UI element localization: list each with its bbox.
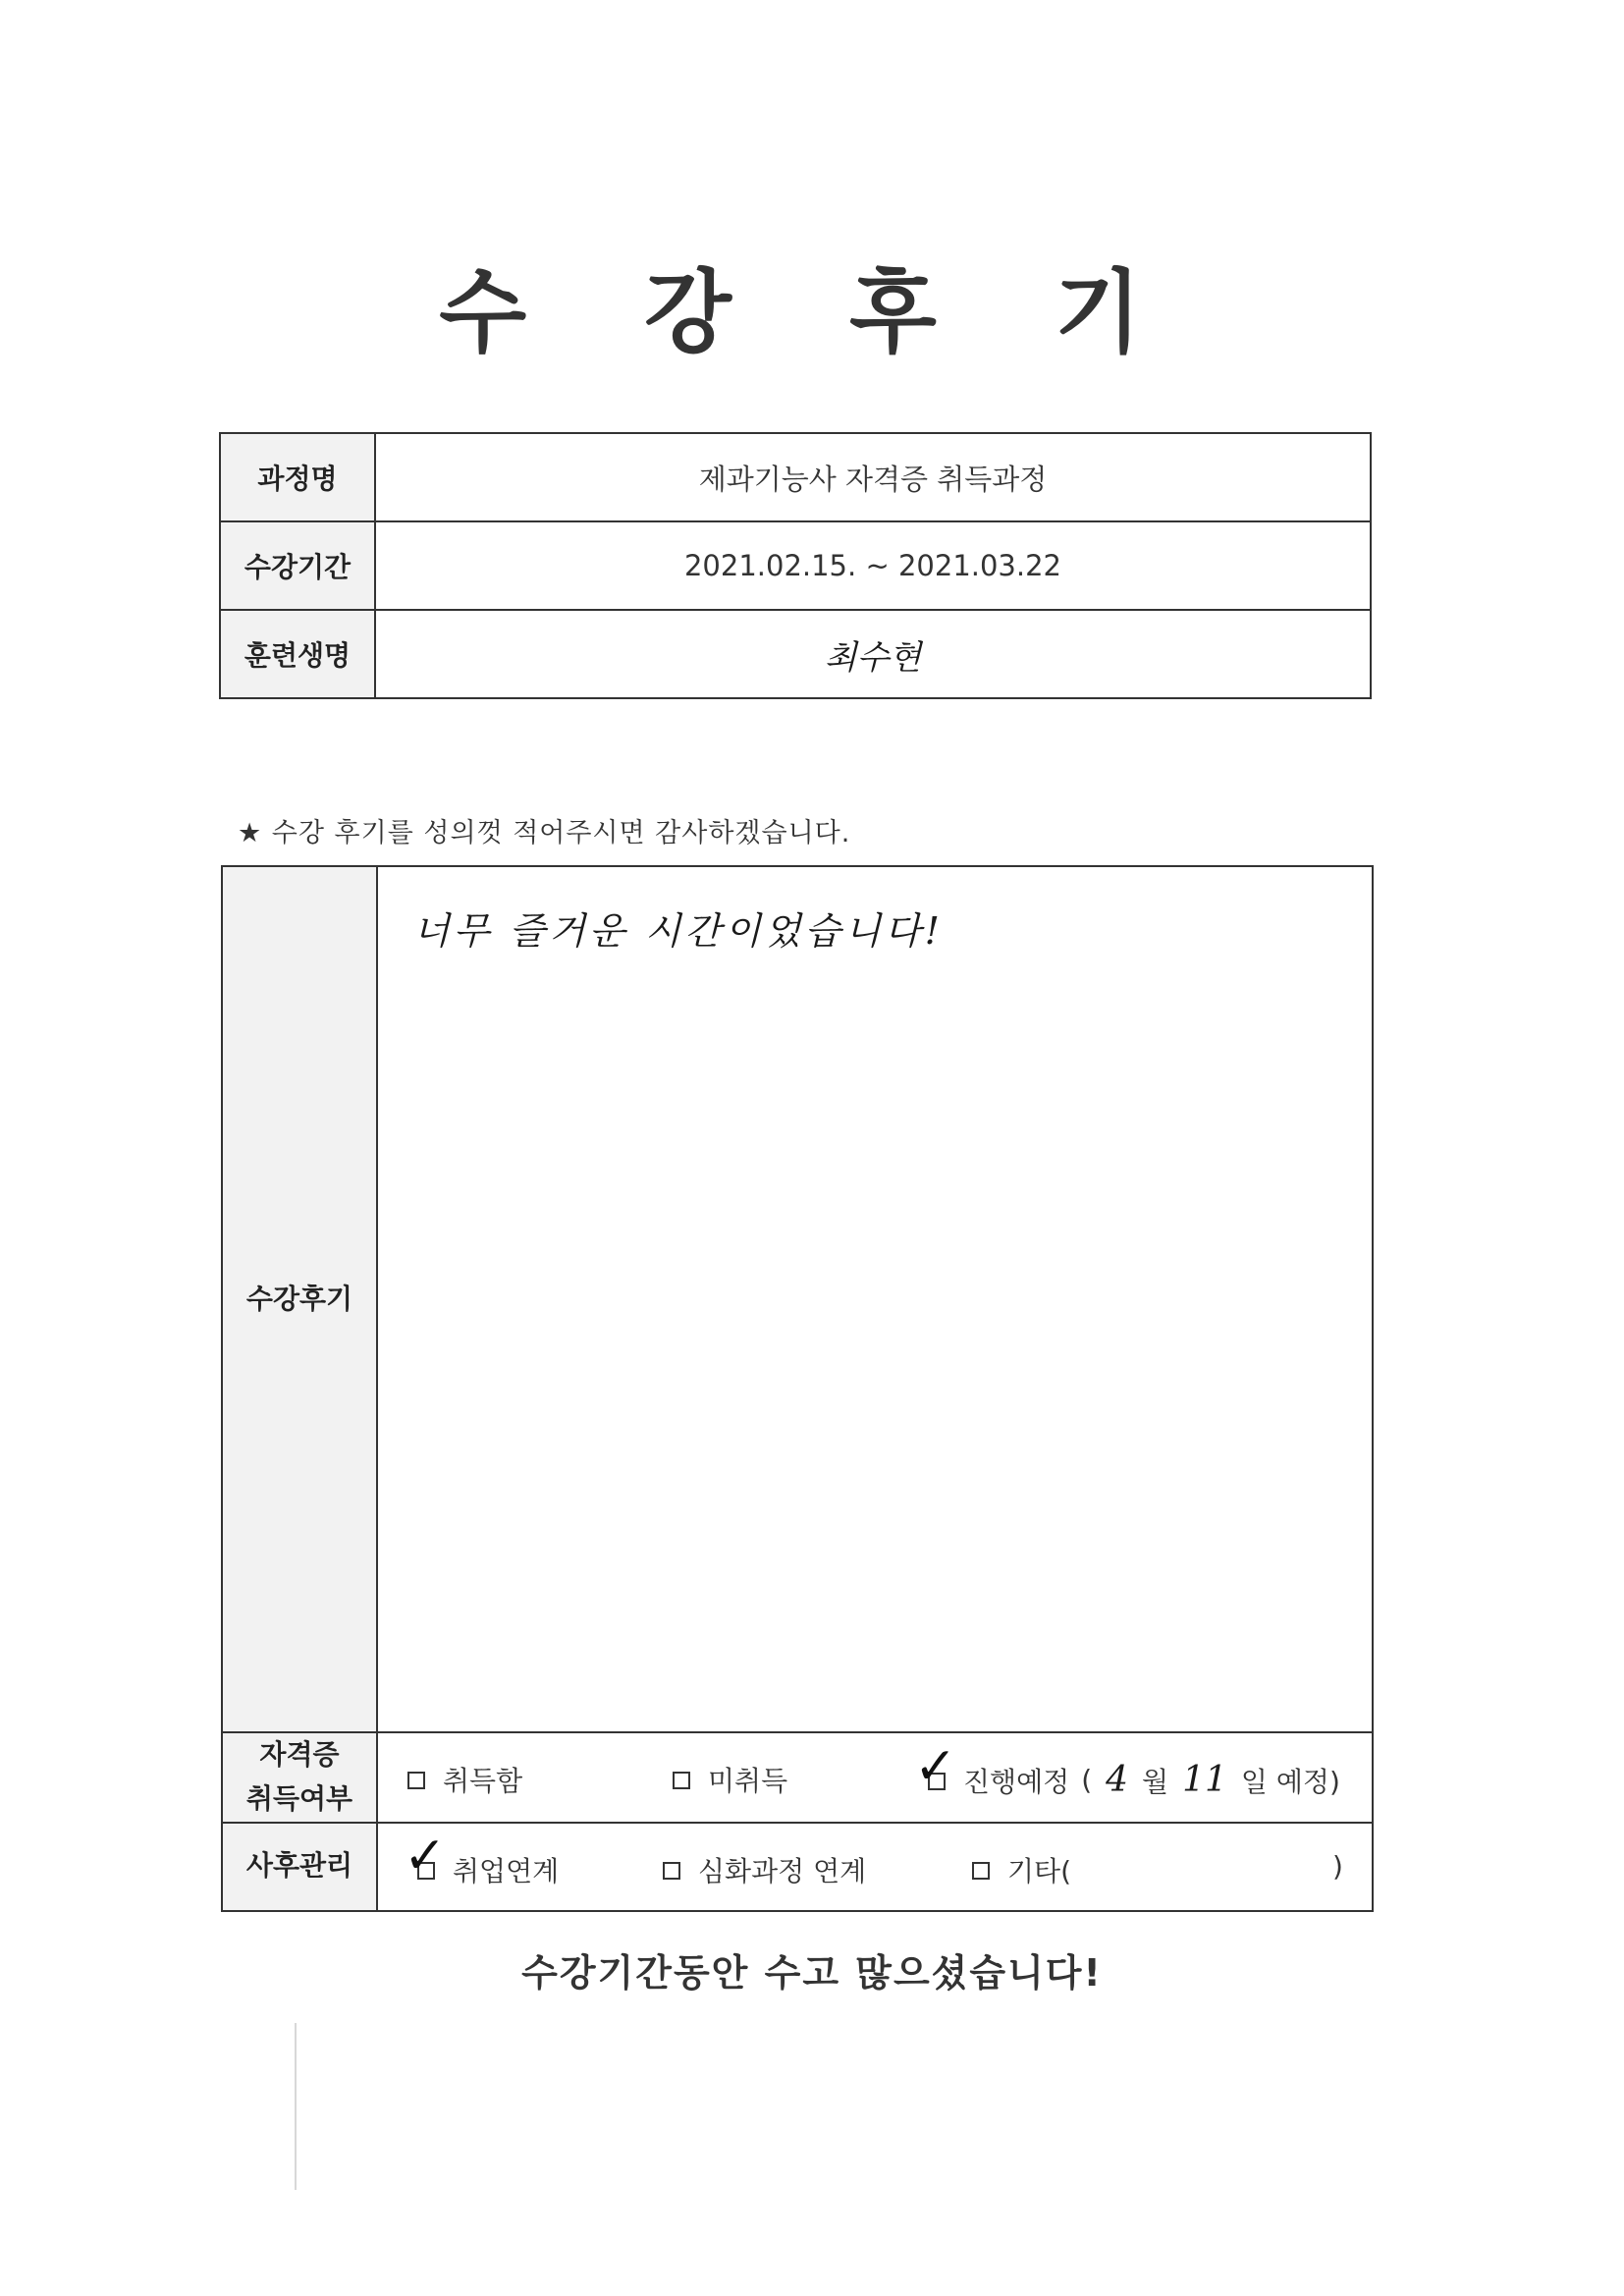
checkbox-in-progress xyxy=(914,1736,957,1796)
option-employment-label: 취업연계 xyxy=(453,1854,560,1887)
followup-row xyxy=(222,1823,1373,1911)
course-row xyxy=(220,433,1371,521)
option-advanced-course-label: 심화과정 연계 xyxy=(698,1854,867,1887)
checkbox-not-obtained xyxy=(673,1772,690,1789)
trainee-name: 최수현 xyxy=(375,610,1371,698)
trainee-row xyxy=(220,610,1371,698)
option-in-progress-label: 진행예정 xyxy=(963,1765,1070,1798)
option-in-progress xyxy=(914,1736,1340,1800)
followup-label: 사후관리 xyxy=(222,1823,377,1911)
checkbox-obtained xyxy=(407,1772,425,1789)
schedule-open-paren: ( xyxy=(1081,1764,1093,1796)
period-row xyxy=(220,521,1371,610)
review-table xyxy=(221,865,1374,1912)
month-label: 월 xyxy=(1142,1765,1169,1798)
schedule-day: 11 xyxy=(1182,1760,1227,1800)
day-label: 일 예정) xyxy=(1240,1765,1340,1798)
option-other-close: ) xyxy=(1332,1849,1343,1883)
certificate-label xyxy=(222,1732,377,1823)
scan-artifact-line xyxy=(295,2023,297,2190)
period-value: 2021.02.15. ~ 2021.03.22 xyxy=(375,521,1371,610)
option-advanced-course xyxy=(663,1850,866,1889)
option-not-obtained xyxy=(673,1760,787,1799)
certificate-label-line1: 자격증 xyxy=(259,1738,340,1771)
schedule-month: 4 xyxy=(1106,1760,1129,1800)
trainee-label: 훈련생명 xyxy=(220,610,375,698)
review-cell xyxy=(377,866,1373,1732)
review-text: 너무 즐거운 시간이었습니다! xyxy=(413,909,944,953)
option-other xyxy=(972,1850,1071,1889)
check-mark-icon: ✓ xyxy=(914,1736,957,1796)
check-mark-icon: ✓ xyxy=(404,1826,447,1886)
option-obtained xyxy=(407,1760,522,1799)
course-label: 과정명 xyxy=(220,433,375,521)
certificate-row xyxy=(222,1732,1373,1823)
checkbox-other xyxy=(972,1862,990,1880)
course-value: 제과기능사 자격증 취득과정 xyxy=(375,433,1371,521)
option-not-obtained-label: 미취득 xyxy=(708,1765,788,1797)
option-other-label: 기타( xyxy=(1007,1854,1072,1887)
checkbox-employment xyxy=(404,1826,447,1886)
option-obtained-label: 취득함 xyxy=(443,1765,523,1797)
page-title: 수 강 후 기 xyxy=(439,260,1185,365)
option-employment xyxy=(404,1826,560,1889)
followup-options xyxy=(377,1823,1373,1911)
course-info-table xyxy=(219,432,1372,699)
closing-message: 수강기간동안 수고 많으셨습니다! xyxy=(521,1951,1103,1995)
certificate-options xyxy=(377,1732,1373,1823)
checkbox-advanced-course xyxy=(663,1862,680,1880)
certificate-label-line2: 취득여부 xyxy=(245,1781,353,1815)
period-label: 수강기간 xyxy=(220,521,375,610)
review-label: 수강후기 xyxy=(222,866,377,1732)
review-row xyxy=(222,866,1373,1732)
instruction-note: ★ 수강 후기를 성의껏 적어주시면 감사하겠습니다. xyxy=(238,818,851,848)
